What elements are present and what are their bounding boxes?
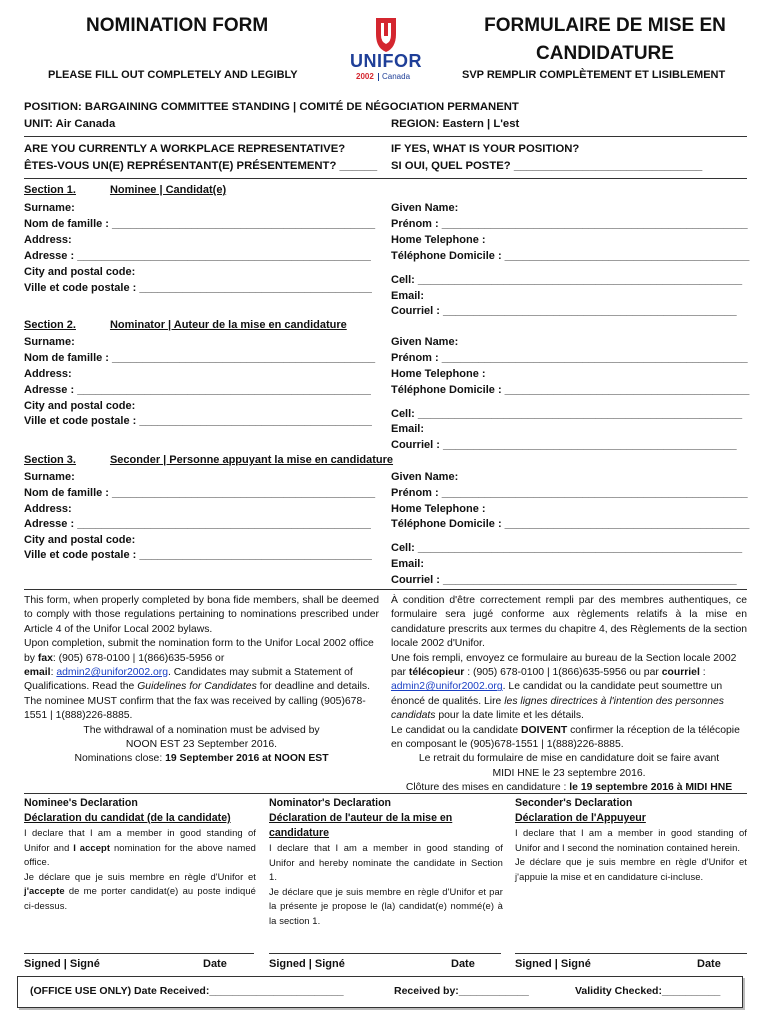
seconder-decl-fr: Je déclare que je suis membre en règle d'Unifor et j'appuie la mise et en candidature ci-incluse. [515, 856, 747, 882]
nominee-decl-fr: Je déclare que je suis membre en règle d'Unifor et j'accepte de me porter candidat(e) au poste indiqué ci-dessus. [24, 870, 256, 911]
instr-fr-p6: MIDI HNE le 23 septembre 2016. [492, 767, 646, 779]
nominator-signed-label: Signed | Signé [269, 958, 345, 970]
subtitle-fr: SVP REMPLIR COMPLÈTEMENT ET LISIBLEMENT [462, 69, 726, 81]
s2-nom-field[interactable]: Nom de famille : ___________________________________________ [24, 352, 376, 364]
instr-en-p5: The withdrawal of a nomination must be advised by [83, 724, 320, 736]
s2-surname-label: Surname: [24, 336, 75, 348]
section-1-heading [24, 184, 226, 196]
s3-tel-dom-field[interactable]: Téléphone Domicile : ________________________________________ [391, 518, 750, 530]
s1-email-label: Email: [391, 290, 425, 302]
s2-given-label: Given Name: [391, 336, 459, 348]
nominator-decl-en: I declare that I am a member in good standing of Unifor and hereby nominate the candidate in Section 1. [269, 842, 503, 882]
s2-tel-dom-field[interactable]: Téléphone Domicile : ________________________________________ [391, 384, 750, 396]
s2-city-label: City and postal code: [24, 400, 136, 412]
title-fr-line2: CANDIDATURE [536, 43, 674, 64]
instr-en-p3: email: admin2@unifor2002.org. Candidates may submit a Statement of Qualifications. Read the Guidelines for Candidates for deadline and details. [24, 667, 371, 693]
s1-city-label: City and postal code: [24, 266, 136, 278]
s1-home-tel-label: Home Telephone : [391, 234, 486, 246]
nominee-date-label: Date [203, 958, 227, 970]
instructions-en [24, 594, 379, 767]
s3-courriel-field[interactable]: Courriel : ________________________________________________ [391, 574, 737, 586]
nominee-decl-en: I declare that I am a member in good standing of Unifor and I accept nomination for the above named office. [24, 827, 256, 867]
seconder-declaration [515, 796, 747, 884]
s3-cell-field[interactable]: Cell: _____________________________________________________ [391, 542, 743, 554]
s2-email-label: Email: [391, 423, 425, 435]
s1-cell-field[interactable]: Cell: _____________________________________________________ [391, 274, 743, 286]
divider-2 [24, 178, 747, 179]
logo-divider [378, 73, 379, 81]
nominee-signed-label: Signed | Signé [24, 958, 100, 970]
rep-position-en: IF YES, WHAT IS YOUR POSITION? [391, 143, 580, 155]
rep-question-fr: ÊTES-VOUS UN(E) REPRÉSENTANT(E) PRÉSENTEMENT? ______ [24, 160, 378, 172]
nominator-decl-fr: Je déclare que je suis membre en règle d'Unifor et par la présente je propose le (la) candidat(e) nommé(e) à la section 1. [269, 885, 503, 926]
unifor-logo [344, 14, 428, 84]
section-1-number: Section 1. [24, 184, 76, 196]
nominee-signature-line[interactable] [24, 953, 254, 954]
s3-home-tel-label: Home Telephone : [391, 503, 486, 515]
s1-prenom-field[interactable]: Prénom : __________________________________________________ [391, 218, 748, 230]
s1-given-label: Given Name: [391, 202, 459, 214]
s1-ville-field[interactable]: Ville et code postale : ______________________________________ [24, 282, 372, 294]
s1-tel-dom-field[interactable]: Téléphone Domicile : ________________________________________ [391, 250, 750, 262]
s3-email-label: Email: [391, 558, 425, 570]
office-validity-checked[interactable]: Validity Checked:__________ [575, 985, 721, 997]
office-date-received[interactable]: (OFFICE USE ONLY) Date Received:_______________________ [30, 985, 344, 997]
s2-address-label: Address: [24, 368, 72, 380]
instr-en-p7: Nominations close: 19 September 2016 at NOON EST [74, 753, 329, 765]
logo-local: 2002 [356, 72, 374, 81]
logo-country: Canada [382, 72, 411, 81]
seconder-decl-en: I declare that I am a member in good standing of Unifor and I second the nomination contained herein. [515, 827, 747, 853]
s2-courriel-field[interactable]: Courriel : ________________________________________________ [391, 439, 737, 451]
instr-en-p4: The nominee MUST confirm that the fax was received by calling (905)678-1551 | 1(888)226-8885. [24, 695, 366, 722]
s3-prenom-field[interactable]: Prénom : __________________________________________________ [391, 487, 748, 499]
nominator-decl-title: Nominator's Declaration [269, 797, 392, 809]
nominator-date-label: Date [451, 958, 475, 970]
instr-en-p2: Upon completion, submit the nomination form to the Unifor Local 2002 office by fax: (905) 678-0100 | 1(866)635-5956 or [24, 638, 374, 664]
s3-adresse-field[interactable]: Adresse : ________________________________________________ [24, 518, 371, 530]
divider-1 [24, 136, 747, 137]
seconder-decl-subtitle: Déclaration de l'Appuyeur [515, 812, 646, 824]
s3-address-label: Address: [24, 503, 72, 515]
s1-courriel-field[interactable]: Courriel : ________________________________________________ [391, 305, 737, 317]
s2-adresse-field[interactable]: Adresse : ________________________________________________ [24, 384, 371, 396]
instructions-fr [391, 594, 747, 796]
seconder-date-label: Date [697, 958, 721, 970]
s3-city-label: City and postal code: [24, 534, 136, 546]
s2-cell-field[interactable]: Cell: _____________________________________________________ [391, 408, 743, 420]
nominee-declaration [24, 796, 256, 913]
nominator-declaration [269, 796, 503, 928]
rep-question-en: ARE YOU CURRENTLY A WORKPLACE REPRESENTATIVE? [24, 143, 346, 155]
position-line: POSITION: BARGAINING COMMITTEE STANDING | COMITÉ DE NÉGOCIATION PERMANENT [24, 101, 519, 113]
section-2-number: Section 2. [24, 319, 76, 331]
instr-fr-p2: Une fois rempli, envoyez ce formulaire au bureau de la Section locale 2002 par télécopieur : (905) 678-0100 | 1(866)635-5956 ou par courriel : admin2@unifor2002.org. Le candidat ou la candidate peut soumettre un énoncé de qualités. Lire les lignes directrices à l'intention des personnes candidats pour la date limite et les détails. [391, 652, 737, 722]
seconder-decl-title: Seconder's Declaration [515, 797, 633, 809]
rep-position-fr: SI OUI, QUEL POSTE? ______________________________ [391, 160, 703, 172]
unit-line: UNIT: Air Canada [24, 118, 116, 130]
section-1-title: Nominee | Candidat(e) [109, 184, 227, 196]
email-link-fr[interactable]: admin2@unifor2002.org [391, 681, 503, 693]
section-3-heading [24, 454, 393, 466]
section-2-title: Nominator | Auteur de la mise en candidature [109, 319, 347, 331]
s3-ville-field[interactable]: Ville et code postale : ______________________________________ [24, 549, 372, 561]
subtitle-en: PLEASE FILL OUT COMPLETELY AND LEGIBLY [48, 69, 298, 81]
office-received-by[interactable]: Received by:____________ [394, 985, 529, 997]
s2-prenom-field[interactable]: Prénom : __________________________________________________ [391, 352, 748, 364]
title-fr-line1: FORMULAIRE DE MISE EN [484, 15, 726, 36]
nominator-signature-line[interactable] [269, 953, 501, 954]
s1-address-label: Address: [24, 234, 72, 246]
s1-surname-label: Surname: [24, 202, 75, 214]
s3-nom-field[interactable]: Nom de famille : ___________________________________________ [24, 487, 376, 499]
s1-adresse-field[interactable]: Adresse : ________________________________________________ [24, 250, 371, 262]
section-3-number: Section 3. [24, 454, 76, 466]
instr-fr-p1: À condition d'être correctement rempli par des membres authentiques, ce formulaire sera jugé conforme aux règlements relatifs à la mise en candidature prescrits aux termes du chapitre 4, des Règlements de la section locale 2002 d'Unifor. [391, 595, 747, 650]
email-link-en[interactable]: admin2@unifor2002.org [56, 667, 168, 679]
s2-home-tel-label: Home Telephone : [391, 368, 486, 380]
nominee-decl-subtitle: Déclaration du candidat (de la candidate) [24, 812, 231, 824]
logo-wordmark: UNIFOR [350, 51, 422, 71]
region-line: REGION: Eastern | L'est [391, 118, 520, 130]
section-2-heading [24, 319, 347, 331]
s1-nom-field[interactable]: Nom de famille : ___________________________________________ [24, 218, 376, 230]
s2-ville-field[interactable]: Ville et code postale : ______________________________________ [24, 415, 372, 427]
divider-3 [24, 589, 747, 590]
nominee-decl-title: Nominee's Declaration [24, 797, 138, 809]
divider-4 [24, 793, 747, 794]
title-en: NOMINATION FORM [86, 15, 269, 36]
instr-en-p6: NOON EST 23 September 2016. [125, 739, 278, 751]
seconder-signed-label: Signed | Signé [515, 958, 591, 970]
instr-en-p1: This form, when properly completed by bona fide members, shall be deemed to comply with those regulations pertaining to nominations prescribed under Article 4 of the Unifor Local 2002 bylaws. [24, 595, 379, 635]
section-3-title: Seconder | Personne appuyant la mise en candidature [109, 454, 394, 466]
instr-fr-p7: Clôture des mises en candidature : le 19 septembre 2016 à MIDI HNE [405, 782, 733, 794]
s3-surname-label: Surname: [24, 471, 75, 483]
s3-given-label: Given Name: [391, 471, 459, 483]
seconder-signature-line[interactable] [515, 953, 747, 954]
office-use-box [17, 976, 743, 1008]
nominator-decl-subtitle: Déclaration de l'auteur de la mise en candidature [269, 812, 453, 839]
instr-fr-p5: Le retrait du formulaire de mise en candidature doit se faire avant [418, 753, 720, 765]
instr-fr-p4: Le candidat ou la candidate DOIVENT confirmer la réception de la télécopie en composant le (905)678-1551 | 1(888)226-8885. [391, 724, 740, 751]
